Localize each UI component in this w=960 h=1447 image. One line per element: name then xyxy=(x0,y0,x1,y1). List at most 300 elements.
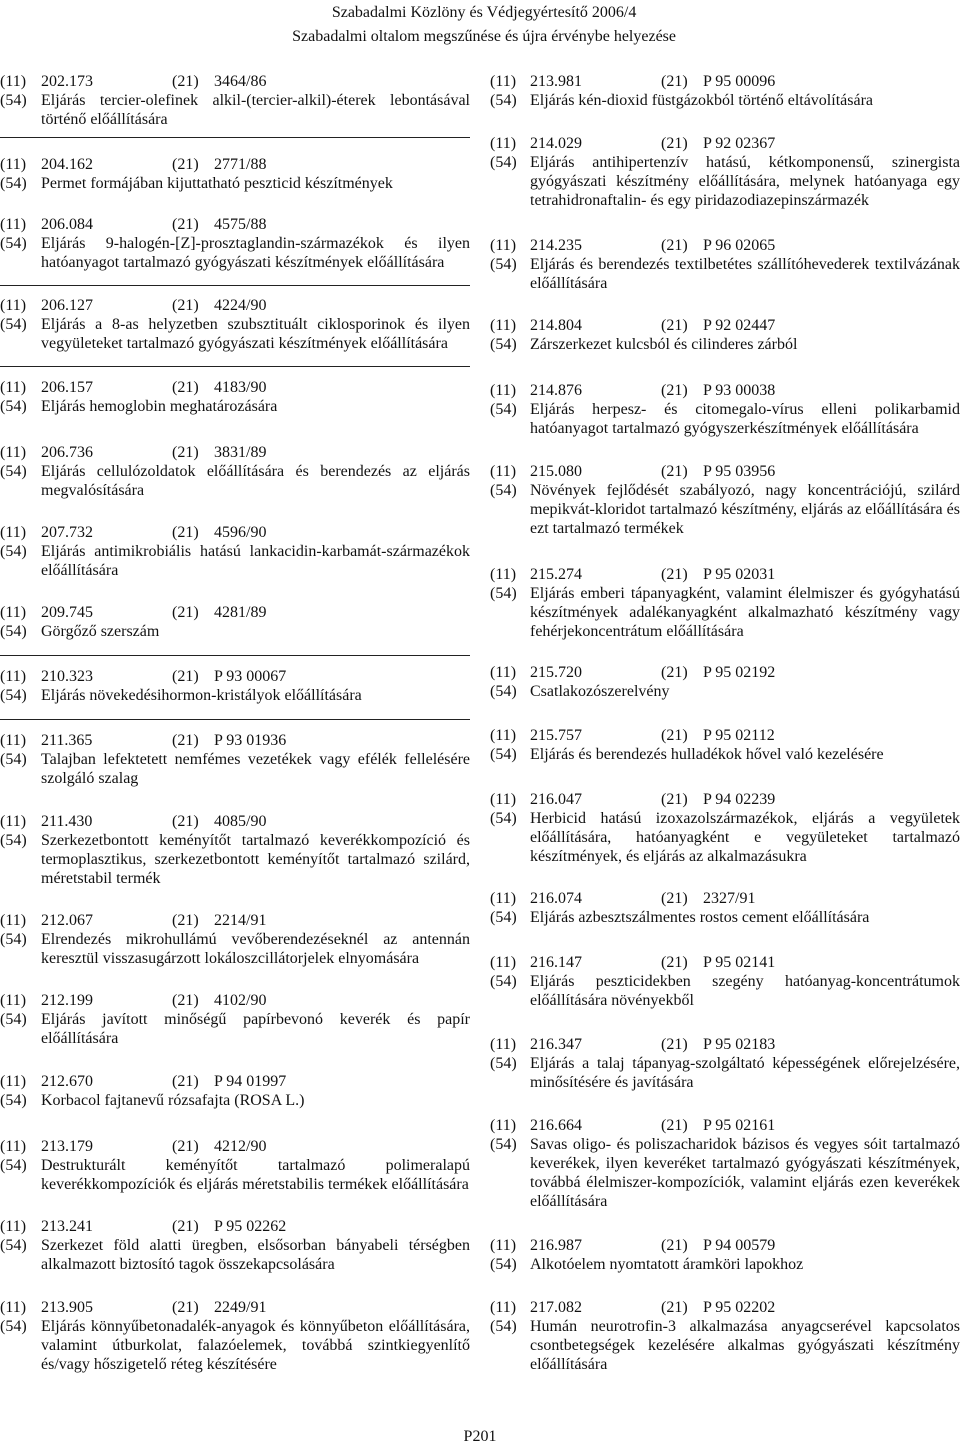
patent-number: 207.732 xyxy=(41,524,93,541)
patent-entry xyxy=(0,991,470,1048)
application-number: P 94 00579 xyxy=(703,1237,776,1254)
code-11-label: (11) xyxy=(490,1237,517,1254)
invention-title: Eljárás növekedésihormon-kristályok előállítására xyxy=(41,687,362,704)
code-11-label: (11) xyxy=(0,73,27,90)
code-11-label: (11) xyxy=(490,237,517,254)
code-54-label: (54) xyxy=(0,931,27,948)
code-11-label: (11) xyxy=(490,727,517,744)
code-11-label: (11) xyxy=(490,1036,517,1053)
application-number: 4085/90 xyxy=(214,813,267,830)
code-11-label: (11) xyxy=(0,297,27,314)
entry-number-row xyxy=(490,663,960,682)
application-number: P 95 02031 xyxy=(703,566,776,583)
patent-number: 213.905 xyxy=(41,1299,93,1316)
entry-title-row xyxy=(490,809,960,866)
application-number: P 94 01997 xyxy=(214,1073,287,1090)
code-54-label: (54) xyxy=(0,751,27,768)
entry-number-row xyxy=(0,523,470,542)
code-21-label: (21) xyxy=(661,463,688,480)
entry-number-row xyxy=(0,72,470,91)
code-21-label: (21) xyxy=(661,237,688,254)
code-21-label: (21) xyxy=(661,1036,688,1053)
patent-entry xyxy=(490,1035,960,1092)
application-number: P 92 02447 xyxy=(703,317,776,334)
entry-number-row xyxy=(0,155,470,174)
patent-number: 215.757 xyxy=(530,727,582,744)
entry-title-row xyxy=(0,542,470,580)
code-54-label: (54) xyxy=(0,316,27,333)
code-54-label: (54) xyxy=(0,832,27,849)
code-21-label: (21) xyxy=(661,566,688,583)
invention-title: Eljárás herpesz- és citomegalo-vírus elleni polikarbamid hatóanyagot tartalmazó gyógyszerkészítmények előállítására xyxy=(530,401,960,437)
patent-number: 206.736 xyxy=(41,444,93,461)
section-title: Szabadalmi oltalom megszűnése és újra érvénybe helyezése xyxy=(292,28,676,45)
invention-title: Eljárás és berendezés hulladékok hővel való kezelésére xyxy=(530,746,884,763)
code-54-label: (54) xyxy=(490,585,517,602)
entry-title-row xyxy=(490,335,960,354)
application-number: P 95 03956 xyxy=(703,463,776,480)
code-54-label: (54) xyxy=(0,92,27,109)
application-number: P 95 02161 xyxy=(703,1117,776,1134)
entry-title-row xyxy=(490,400,960,438)
entry-number-row xyxy=(490,1035,960,1054)
application-number: P 95 02141 xyxy=(703,954,776,971)
patent-entry xyxy=(490,663,960,701)
patent-entry xyxy=(0,215,470,272)
invention-title: Elrendezés mikrohullámú vevőberendezéseknél az antennán keresztül visszasugárzott lokáloszcillátorjelek elnyomására xyxy=(41,931,470,967)
patent-number: 213.241 xyxy=(41,1218,93,1235)
patent-number: 215.080 xyxy=(530,463,582,480)
code-54-label: (54) xyxy=(0,543,27,560)
patent-number: 212.670 xyxy=(41,1073,93,1090)
code-54-label: (54) xyxy=(0,398,27,415)
invention-title: Eljárás a talaj tápanyag-szolgáltató képességének előrejelzésére, minősítésére és javítására xyxy=(530,1055,960,1091)
invention-title: Zárszerkezet kulcsból és cilinderes zárból xyxy=(530,336,798,353)
application-number: P 95 02262 xyxy=(214,1218,287,1235)
code-21-label: (21) xyxy=(661,73,688,90)
code-21-label: (21) xyxy=(661,727,688,744)
entry-number-row xyxy=(490,381,960,400)
code-21-label: (21) xyxy=(172,1138,199,1155)
patent-number: 216.987 xyxy=(530,1237,582,1254)
code-54-label: (54) xyxy=(490,401,517,418)
invention-title: Eljárás antimikrobiális hatású lankacidin-karbamát-származékok előállítására xyxy=(41,543,470,579)
patent-number: 211.365 xyxy=(41,732,93,749)
entry-title-row xyxy=(0,1317,470,1374)
entry-separator xyxy=(0,137,470,138)
patent-number: 210.323 xyxy=(41,668,93,685)
patent-number: 217.082 xyxy=(530,1299,582,1316)
invention-title: Talajban lefektetett nemfémes vezetékek vagy efélék fellelésére szolgáló szalag xyxy=(41,751,470,787)
patent-number: 214.804 xyxy=(530,317,582,334)
code-54-label: (54) xyxy=(490,683,517,700)
application-number: 3831/89 xyxy=(214,444,267,461)
patent-entry xyxy=(490,381,960,438)
code-21-label: (21) xyxy=(172,297,199,314)
code-11-label: (11) xyxy=(0,813,27,830)
patent-entry xyxy=(490,316,960,354)
code-11-label: (11) xyxy=(0,912,27,929)
patent-number: 202.173 xyxy=(41,73,93,90)
code-54-label: (54) xyxy=(490,154,517,171)
patent-entry xyxy=(0,812,470,888)
code-54-label: (54) xyxy=(490,482,517,499)
code-21-label: (21) xyxy=(172,216,199,233)
patent-entry xyxy=(490,134,960,210)
code-21-label: (21) xyxy=(172,604,199,621)
application-number: 4575/88 xyxy=(214,216,267,233)
invention-title: Herbicid hatású izoxazolszármazékok, eljárás a vegyületek előállítására, hatóanyagként e vegyületeket tartalmazó készítmények, és eljárás az alkalmazásukra xyxy=(530,810,960,865)
invention-title: Savas oligo- és poliszacharidok bázisos és vegyes sóit tartalmazó keverékek, ilyen keveréket tartalmazó gyógyászati készítmények, továbbá élelmiszer-kompozíciók, valamint eljárás ezen keverékek előállítására xyxy=(530,1136,960,1210)
invention-title: Eljárás peszticidekben szegény hatóanyag-koncentrátumok előállítására növényekből xyxy=(530,973,960,1009)
entry-title-row xyxy=(490,584,960,641)
code-21-label: (21) xyxy=(661,890,688,907)
application-number: P 94 02239 xyxy=(703,791,776,808)
code-21-label: (21) xyxy=(661,1117,688,1134)
patent-number: 213.179 xyxy=(41,1138,93,1155)
invention-title: Növények fejlődését szabályozó, nagy koncentrációjú, szilárd mepikvát-kloridot tartalmazó készítmény, eljárás az előállítására és ezt tartalmazó termékek xyxy=(530,482,960,537)
entry-title-row xyxy=(0,831,470,888)
code-11-label: (11) xyxy=(490,1117,517,1134)
invention-title: Görgőző szerszám xyxy=(41,623,160,640)
application-number: P 95 02202 xyxy=(703,1299,776,1316)
entry-title-row xyxy=(0,91,470,129)
entry-number-row xyxy=(490,565,960,584)
invention-title: Permet formájában kijuttatható peszticid készítmények xyxy=(41,175,393,192)
entry-number-row xyxy=(0,443,470,462)
code-11-label: (11) xyxy=(0,1299,27,1316)
entry-separator xyxy=(0,366,470,367)
patent-entry xyxy=(490,462,960,538)
code-21-label: (21) xyxy=(172,156,199,173)
entry-number-row xyxy=(0,911,470,930)
code-11-label: (11) xyxy=(490,791,517,808)
application-number: P 95 02183 xyxy=(703,1036,776,1053)
patent-number: 214.876 xyxy=(530,382,582,399)
patent-number: 213.981 xyxy=(530,73,582,90)
entry-title-row xyxy=(0,686,470,705)
code-11-label: (11) xyxy=(490,954,517,971)
entry-title-row xyxy=(0,1010,470,1048)
code-11-label: (11) xyxy=(490,73,517,90)
patent-number: 206.127 xyxy=(41,297,93,314)
entry-number-row xyxy=(490,1298,960,1317)
application-number: 4224/90 xyxy=(214,297,267,314)
entry-title-row xyxy=(490,745,960,764)
code-11-label: (11) xyxy=(0,604,27,621)
code-21-label: (21) xyxy=(661,791,688,808)
application-number: P 93 00067 xyxy=(214,668,287,685)
code-54-label: (54) xyxy=(490,256,517,273)
invention-title: Szerkezet föld alatti üregben, elsősorban bányabeli térségben alkalmazott biztosító tagok összekapcsolására xyxy=(41,1237,470,1273)
patent-number: 214.029 xyxy=(530,135,582,152)
patent-entry xyxy=(490,1236,960,1274)
entry-number-row xyxy=(490,462,960,481)
code-54-label: (54) xyxy=(0,1237,27,1254)
entry-number-row xyxy=(0,1217,470,1236)
entry-title-row xyxy=(0,930,470,968)
application-number: 3464/86 xyxy=(214,73,267,90)
patent-entry xyxy=(0,443,470,500)
code-54-label: (54) xyxy=(490,1055,517,1072)
application-number: 4102/90 xyxy=(214,992,267,1009)
code-54-label: (54) xyxy=(0,623,27,640)
entry-number-row xyxy=(0,731,470,750)
page-number: P201 xyxy=(463,1428,497,1445)
entry-title-row xyxy=(490,481,960,538)
entry-title-row xyxy=(490,1135,960,1211)
patent-number: 206.157 xyxy=(41,379,93,396)
code-21-label: (21) xyxy=(172,732,199,749)
entry-number-row xyxy=(490,726,960,745)
patent-entry xyxy=(490,1116,960,1211)
code-21-label: (21) xyxy=(172,1073,199,1090)
journal-title: Szabadalmi Közlöny és Védjegyértesítő 2006/4 xyxy=(331,4,637,21)
application-number: P 95 02112 xyxy=(703,727,775,744)
patent-number: 215.720 xyxy=(530,664,582,681)
code-11-label: (11) xyxy=(0,379,27,396)
code-11-label: (11) xyxy=(490,566,517,583)
patent-number: 212.067 xyxy=(41,912,93,929)
entry-number-row xyxy=(490,72,960,91)
patent-number: 216.047 xyxy=(530,791,582,808)
entry-number-row xyxy=(490,236,960,255)
patent-entry xyxy=(0,155,470,193)
entry-number-row xyxy=(0,812,470,831)
entry-title-row xyxy=(490,91,960,110)
application-number: 4281/89 xyxy=(214,604,267,621)
invention-title: Eljárás kén-dioxid füstgázokból történő eltávolítására xyxy=(530,92,873,109)
patent-entry xyxy=(0,1072,470,1110)
application-number: 2214/91 xyxy=(214,912,267,929)
code-54-label: (54) xyxy=(490,746,517,763)
application-number: 4212/90 xyxy=(214,1138,267,1155)
code-11-label: (11) xyxy=(490,463,517,480)
code-21-label: (21) xyxy=(661,1237,688,1254)
code-54-label: (54) xyxy=(490,92,517,109)
code-21-label: (21) xyxy=(172,379,199,396)
application-number: P 93 00038 xyxy=(703,382,776,399)
code-54-label: (54) xyxy=(0,463,27,480)
entry-number-row xyxy=(0,991,470,1010)
entry-title-row xyxy=(490,972,960,1010)
application-number: 4596/90 xyxy=(214,524,267,541)
code-21-label: (21) xyxy=(661,954,688,971)
code-21-label: (21) xyxy=(172,668,199,685)
entry-number-row xyxy=(0,667,470,686)
entry-title-row xyxy=(490,908,960,927)
application-number: 2771/88 xyxy=(214,156,267,173)
patent-number: 216.147 xyxy=(530,954,582,971)
code-11-label: (11) xyxy=(0,1138,27,1155)
patent-entry xyxy=(0,667,470,705)
entry-separator xyxy=(0,655,470,656)
entry-number-row xyxy=(0,1137,470,1156)
entry-title-row xyxy=(490,682,960,701)
entry-separator xyxy=(0,719,470,720)
patent-entry xyxy=(490,889,960,927)
code-21-label: (21) xyxy=(661,317,688,334)
patent-entry xyxy=(0,72,470,129)
code-54-label: (54) xyxy=(490,336,517,353)
entry-title-row xyxy=(0,315,470,353)
code-11-label: (11) xyxy=(0,1218,27,1235)
code-11-label: (11) xyxy=(0,732,27,749)
code-11-label: (11) xyxy=(490,1299,517,1316)
patent-number: 211.430 xyxy=(41,813,93,830)
invention-title: Eljárás cellulózoldatok előállítására és berendezés az eljárás megvalósítására xyxy=(41,463,470,499)
code-54-label: (54) xyxy=(490,1256,517,1273)
page-header xyxy=(292,0,676,49)
entry-title-row xyxy=(490,255,960,293)
entry-title-row xyxy=(0,462,470,500)
entry-number-row xyxy=(490,134,960,153)
entry-title-row xyxy=(0,397,470,416)
entry-number-row xyxy=(490,889,960,908)
invention-title: Eljárás antihipertenzív hatású, kétkomponensű, szinergista gyógyászati készítmény előállítására, melynek hatóanyaga egy tetrahidronaftalin- és egy piridazodiazepinszármazék xyxy=(530,154,960,209)
invention-title: Szerkezetbontott keményítőt tartalmazó keverékkompozíció és termoplasztikus, szerkezetbontott keményítőt tartalmazó szilárd, méretstabil termék xyxy=(41,832,470,887)
patent-number: 215.274 xyxy=(530,566,582,583)
patent-entry xyxy=(490,236,960,293)
entry-number-row xyxy=(490,953,960,972)
entry-number-row xyxy=(490,1116,960,1135)
patent-entry xyxy=(0,911,470,968)
patent-entry xyxy=(490,953,960,1010)
code-11-label: (11) xyxy=(490,317,517,334)
patent-number: 216.347 xyxy=(530,1036,582,1053)
code-11-label: (11) xyxy=(0,524,27,541)
application-number: P 95 00096 xyxy=(703,73,776,90)
invention-title: Csatlakozószerelvény xyxy=(530,683,670,700)
code-21-label: (21) xyxy=(661,1299,688,1316)
invention-title: Eljárás könnyűbetonadalék-anyagok és könnyűbeton előállítására, valamint útburkolat, falazóelemek, továbbá szintkiegyenlítő és/vagy hőszigetelő réteg készítésére xyxy=(41,1318,470,1373)
code-11-label: (11) xyxy=(0,444,27,461)
entry-title-row xyxy=(0,1091,470,1110)
code-54-label: (54) xyxy=(490,810,517,827)
entry-separator xyxy=(0,285,470,286)
patent-entry xyxy=(0,296,470,353)
patent-entry xyxy=(490,726,960,764)
invention-title: Eljárás hemoglobin meghatározására xyxy=(41,398,278,415)
entry-number-row xyxy=(0,1298,470,1317)
application-number: 2249/91 xyxy=(214,1299,267,1316)
patent-number: 204.162 xyxy=(41,156,93,173)
code-11-label: (11) xyxy=(0,156,27,173)
code-21-label: (21) xyxy=(661,664,688,681)
entry-title-row xyxy=(490,153,960,210)
patent-entry xyxy=(0,731,470,788)
code-54-label: (54) xyxy=(0,687,27,704)
entry-title-row xyxy=(490,1317,960,1374)
code-21-label: (21) xyxy=(172,912,199,929)
code-54-label: (54) xyxy=(490,909,517,926)
code-21-label: (21) xyxy=(172,444,199,461)
code-21-label: (21) xyxy=(172,1299,199,1316)
application-number: 4183/90 xyxy=(214,379,267,396)
code-54-label: (54) xyxy=(0,1157,27,1174)
invention-title: Eljárás emberi tápanyagként, valamint élelmiszer és gyógyhatású készítmények adalékanyagként alkalmazható készítmény vagy fehérjekoncentrátum előállítására xyxy=(530,585,960,640)
entry-number-row xyxy=(490,1236,960,1255)
invention-title: Eljárás azbesztszálmentes rostos cement előállítására xyxy=(530,909,870,926)
invention-title: Korbacol fajtanevű rózsafajta (ROSA L.) xyxy=(41,1092,305,1109)
invention-title: Eljárás 9-halogén-[Z]-prosztaglandin-származékok és ilyen hatóanyagot tartalmazó gyógyászati készítmények előállítására xyxy=(41,235,470,271)
code-11-label: (11) xyxy=(0,668,27,685)
patent-entry xyxy=(490,1298,960,1374)
patent-entry xyxy=(0,1298,470,1374)
entry-title-row xyxy=(490,1255,960,1274)
code-11-label: (11) xyxy=(490,890,517,907)
code-54-label: (54) xyxy=(0,1318,27,1335)
code-54-label: (54) xyxy=(490,1318,517,1335)
entry-number-row xyxy=(0,215,470,234)
code-11-label: (11) xyxy=(490,664,517,681)
invention-title: Destrukturált keményítőt tartalmazó polimeralapú keverékkompozíciók és eljárás méretstabilis termékek előállítására xyxy=(41,1157,470,1193)
code-21-label: (21) xyxy=(172,73,199,90)
patent-entry xyxy=(0,603,470,641)
code-11-label: (11) xyxy=(0,992,27,1009)
code-54-label: (54) xyxy=(490,1136,517,1153)
patent-entry xyxy=(0,378,470,416)
entry-title-row xyxy=(0,234,470,272)
code-11-label: (11) xyxy=(0,1073,27,1090)
patent-number: 212.199 xyxy=(41,992,93,1009)
entry-number-row xyxy=(0,1072,470,1091)
application-number: P 95 02192 xyxy=(703,664,776,681)
code-54-label: (54) xyxy=(0,175,27,192)
invention-title: Alkotóelem nyomtatott áramköri lapokhoz xyxy=(530,1256,804,1273)
patent-number: 209.745 xyxy=(41,604,93,621)
patent-number: 214.235 xyxy=(530,237,582,254)
patent-number: 206.084 xyxy=(41,216,93,233)
code-21-label: (21) xyxy=(172,813,199,830)
application-number: P 93 01936 xyxy=(214,732,287,749)
invention-title: Humán neurotrofin-3 alkalmazása anyagcserével kapcsolatos csontbetegségek kezelésére alkalmas gyógyászati készítmény előállítására xyxy=(530,1318,960,1373)
invention-title: Eljárás a 8-as helyzetben szubsztituált ciklosporinok és ilyen vegyületeket tartalmazó gyógyászati készítmények előállítására xyxy=(41,316,470,352)
code-54-label: (54) xyxy=(0,235,27,252)
entry-number-row xyxy=(0,296,470,315)
entry-title-row xyxy=(0,1156,470,1194)
entry-title-row xyxy=(490,1054,960,1092)
patent-entry xyxy=(0,1217,470,1274)
entry-number-row xyxy=(0,603,470,622)
patent-number: 216.664 xyxy=(530,1117,582,1134)
code-54-label: (54) xyxy=(0,1092,27,1109)
code-21-label: (21) xyxy=(172,1218,199,1235)
patent-entry xyxy=(0,523,470,580)
code-54-label: (54) xyxy=(490,973,517,990)
code-21-label: (21) xyxy=(172,992,199,1009)
invention-title: Eljárás tercier-olefinek alkil-(tercier-alkil)-éterek lebontásával történő előállítására xyxy=(41,92,470,128)
code-11-label: (11) xyxy=(0,216,27,233)
code-21-label: (21) xyxy=(661,135,688,152)
entry-number-row xyxy=(490,790,960,809)
code-21-label: (21) xyxy=(661,382,688,399)
patent-entry xyxy=(490,72,960,110)
application-number: 2327/91 xyxy=(703,890,756,907)
patent-entry xyxy=(0,1137,470,1194)
entry-title-row xyxy=(0,174,470,193)
entry-number-row xyxy=(0,378,470,397)
code-21-label: (21) xyxy=(172,524,199,541)
invention-title: Eljárás és berendezés textilbetétes szállítóhevederek textilvázának előállítására xyxy=(530,256,960,292)
code-11-label: (11) xyxy=(490,382,517,399)
entry-number-row xyxy=(490,316,960,335)
entry-title-row xyxy=(0,750,470,788)
code-54-label: (54) xyxy=(0,1011,27,1028)
application-number: P 92 02367 xyxy=(703,135,776,152)
patent-entry xyxy=(490,565,960,641)
patent-number: 216.074 xyxy=(530,890,582,907)
